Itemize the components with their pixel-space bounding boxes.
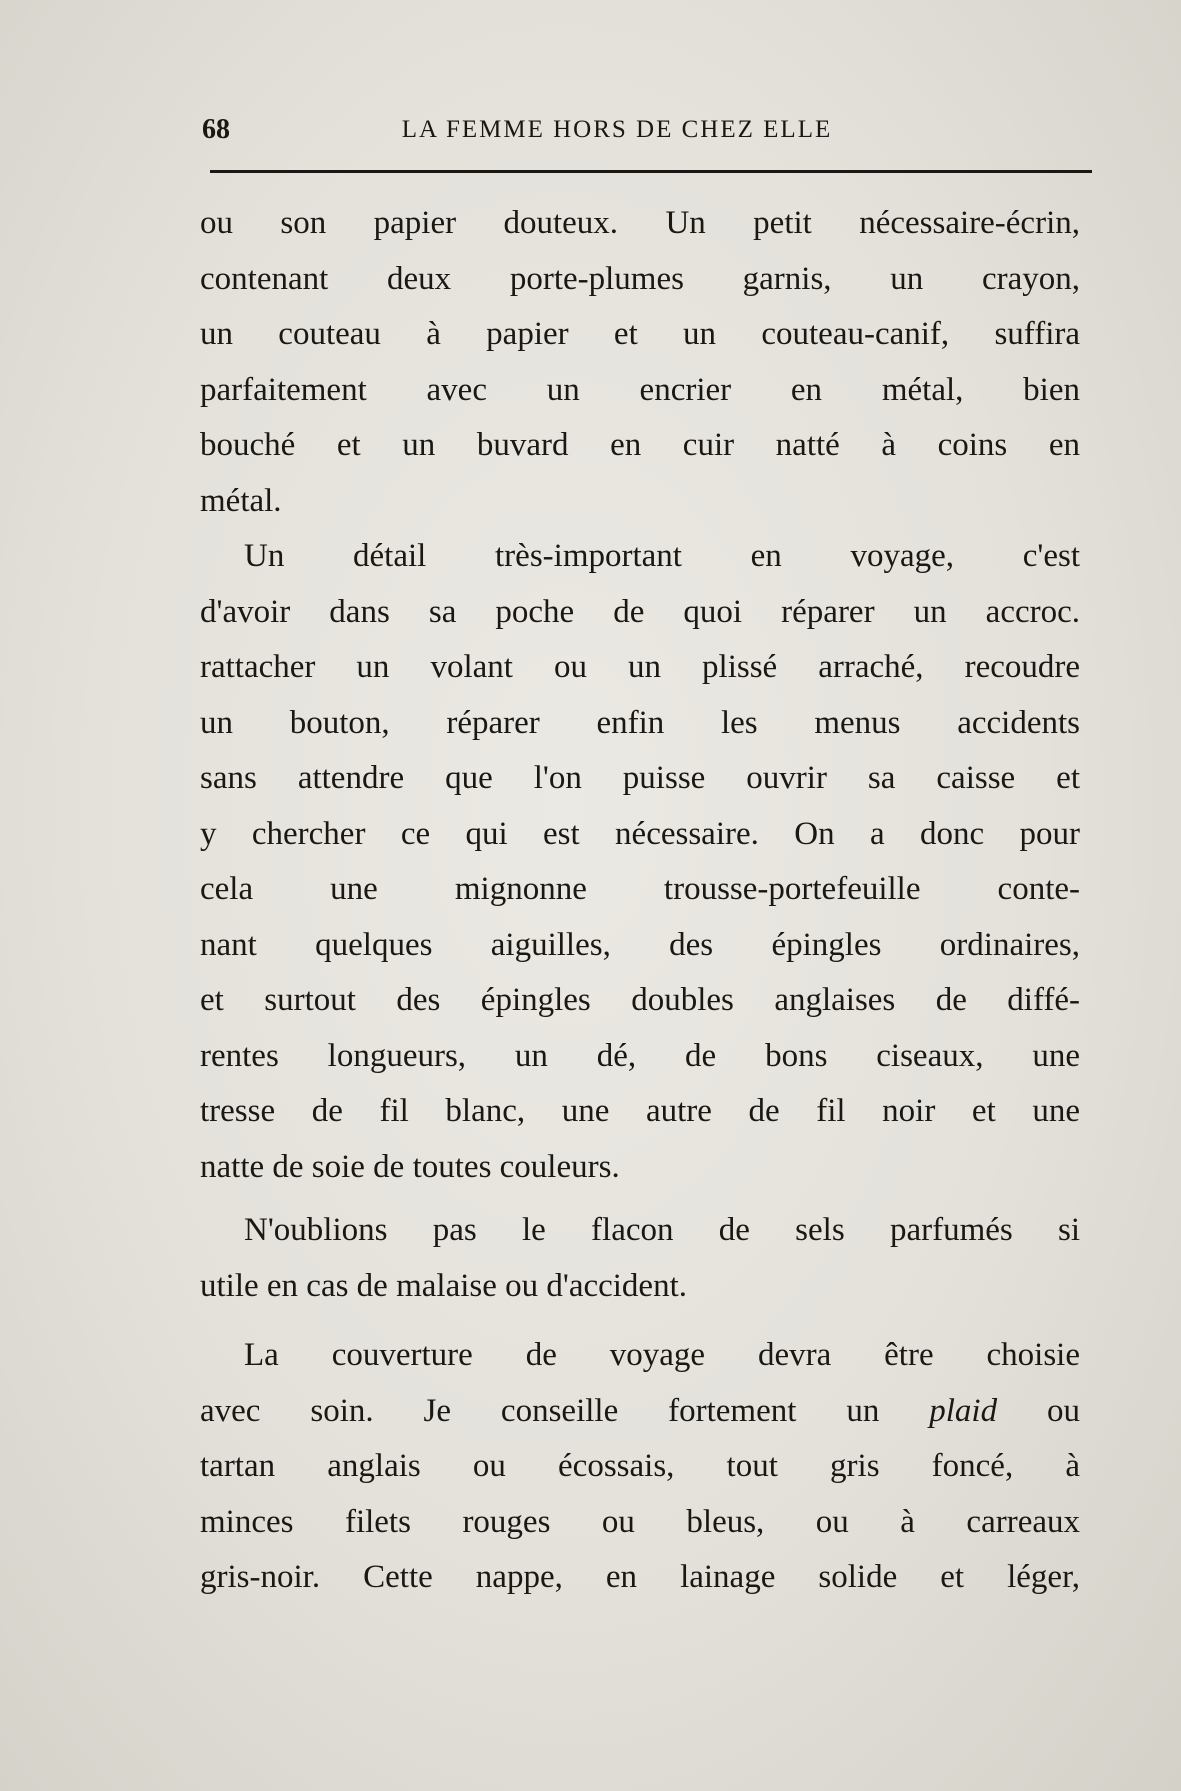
paragraph-4 xyxy=(200,1328,1080,1606)
text-line: N'oublions pas le flacon de sels parfumés si xyxy=(244,1212,1080,1248)
text-line: Un détail très-important en voyage, c'est xyxy=(244,538,1080,574)
text-span: avec soin. Je conseille fortement un xyxy=(200,1392,880,1429)
text-line: bouché et un buvard en cuir natté à coins en xyxy=(200,427,1080,463)
text-line: cela une mignonne trousse-portefeuille conte- xyxy=(200,871,1080,907)
text-line: sans attendre que l'on puisse ouvrir sa caisse et xyxy=(200,760,1080,796)
text-line: nant quelques aiguilles, des épingles ordinaires, xyxy=(200,926,1080,963)
header-rule xyxy=(210,170,1092,173)
text-line: d'avoir dans sa poche de quoi réparer un accroc. xyxy=(200,593,1080,630)
text-line: natte de soie de toutes couleurs. xyxy=(200,1148,620,1185)
text-line: La couverture de voyage devra être choisie xyxy=(244,1337,1080,1373)
text-line: tartan anglais ou écossais, tout gris foncé, à xyxy=(200,1448,1080,1484)
text-line-with-italic xyxy=(200,1384,1080,1440)
paragraph-3 xyxy=(200,1203,1080,1314)
text-line: rattacher un volant ou un plissé arraché, recoudre xyxy=(200,649,1080,685)
text-span: ou xyxy=(1047,1392,1081,1429)
body-text xyxy=(200,196,1080,1606)
text-line: tresse de fil blanc, une autre de fil noir et une xyxy=(200,1093,1080,1129)
text-line: minces filets rouges ou bleus, ou à carreaux xyxy=(200,1503,1080,1540)
text-line: un bouton, réparer enfin les menus accidents xyxy=(200,704,1080,741)
paragraph-1 xyxy=(200,196,1080,529)
text-line: utile en cas de malaise ou d'accident. xyxy=(200,1267,687,1304)
italic-word: plaid xyxy=(929,1392,998,1429)
text-line: y chercher ce qui est nécessaire. On a donc pour xyxy=(200,815,1080,852)
text-line: un couteau à papier et un couteau-canif, suffira xyxy=(200,316,1080,352)
text-line: ou son papier douteux. Un petit nécessaire-écrin, xyxy=(200,205,1080,241)
text-line: rentes longueurs, un dé, de bons ciseaux, une xyxy=(200,1037,1080,1074)
text-line: métal. xyxy=(200,482,282,519)
page-number: 68 xyxy=(202,114,230,145)
paragraph-2 xyxy=(200,529,1080,1195)
text-line: et surtout des épingles doubles anglaises de diffé- xyxy=(200,982,1080,1018)
page-header xyxy=(202,108,1092,152)
text-line: gris-noir. Cette nappe, en lainage solide et léger, xyxy=(200,1559,1080,1595)
text-line: parfaitement avec un encrier en métal, bien xyxy=(200,371,1080,408)
running-title: LA FEMME HORS DE CHEZ ELLE xyxy=(401,116,833,143)
text-line: contenant deux porte-plumes garnis, un crayon, xyxy=(200,260,1080,297)
